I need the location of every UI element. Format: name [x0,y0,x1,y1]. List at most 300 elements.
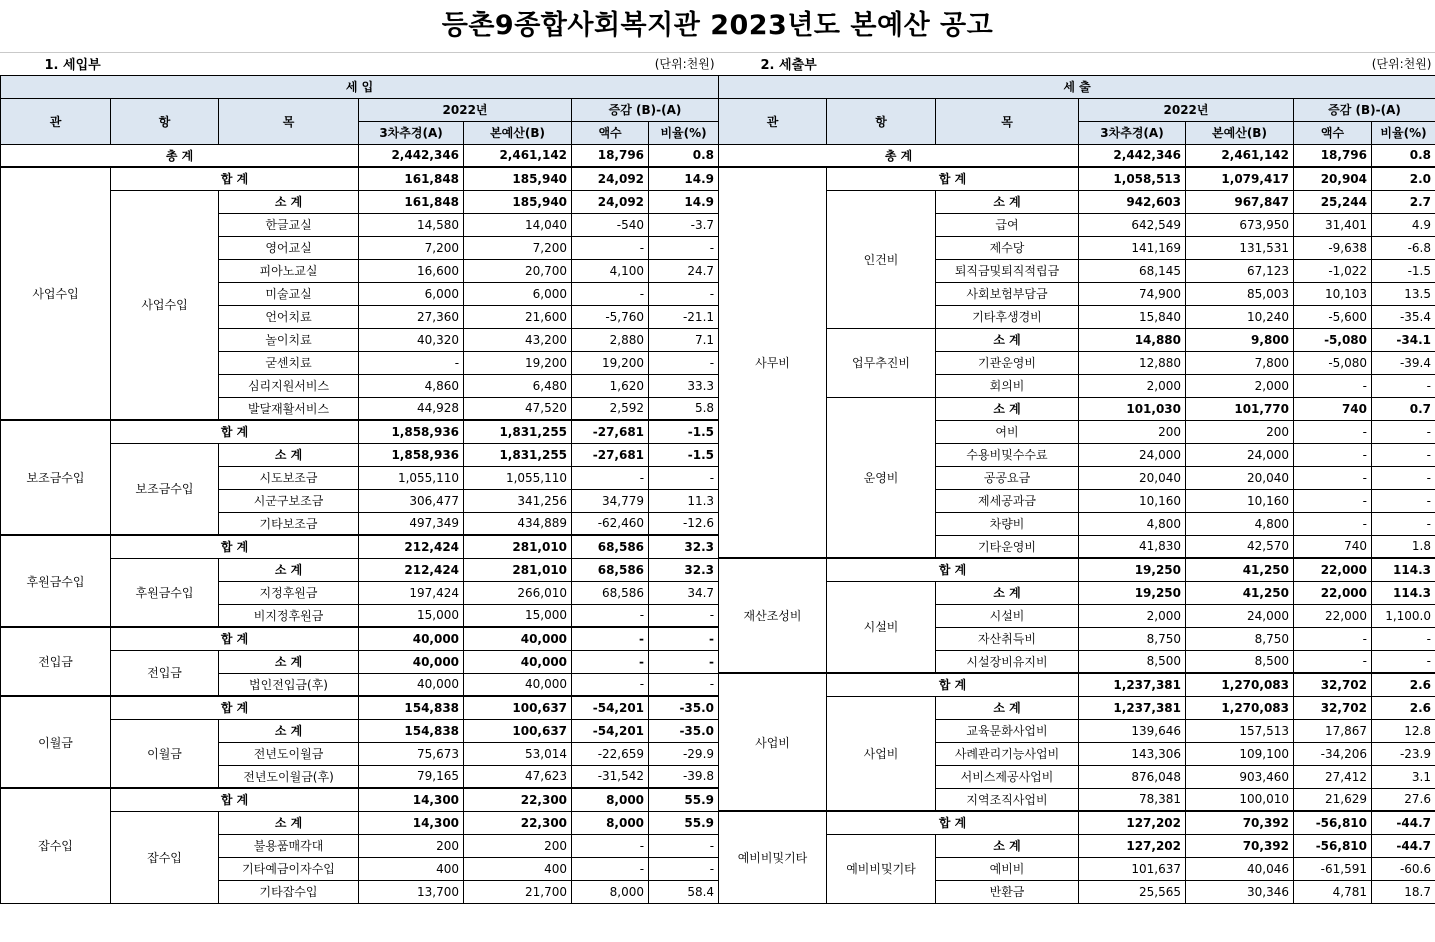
expense-row-so [719,581,1435,604]
income-value-diff: - [572,857,649,880]
expense-value-ratio: 2.0 [1372,167,1435,190]
expense-value-ratio: -60.6 [1372,857,1435,880]
expense-mok-label: 자산취득비 [936,627,1079,650]
expense-value-diff: - [1294,650,1372,673]
expense-value-diff: 4,781 [1294,880,1372,903]
income-mok-label: 피아노교실 [219,259,359,282]
expense-value-ratio: -6.8 [1372,236,1435,259]
expense-value-ratio: 114.3 [1372,581,1435,604]
expense-value-a: 642,549 [1079,213,1186,236]
expense-so-label: 소 계 [936,328,1079,351]
expense-value-diff: -5,080 [1294,328,1372,351]
expense-value-b: 200 [1186,420,1294,443]
income-value-b: 19,200 [464,351,572,374]
expense-value-b: 70,392 [1186,834,1294,857]
income-mok-label: 발달재활서비스 [219,397,359,420]
income-value-b: 1,831,255 [464,443,572,466]
expense-value-ratio: 13.5 [1372,282,1435,305]
expense-mok-label: 기타후생경비 [936,305,1079,328]
expense-value-ratio: -23.9 [1372,742,1435,765]
income-value-a: 14,300 [359,811,464,834]
expense-value-b: 7,800 [1186,351,1294,374]
income-value-diff: - [572,282,649,305]
income-value-ratio: 5.8 [649,397,719,420]
expense-row-so [719,397,1435,420]
expense-hap-label: 합 계 [827,558,1079,581]
page-title: 등촌9종합사회복지관 2023년도 본예산 공고 [0,0,1435,53]
income-mok-label: 기타보조금 [219,512,359,535]
income-value-a: 1,055,110 [359,466,464,489]
expense-section-title: 2. 세출부 [719,52,1079,75]
income-value-a: 16,600 [359,259,464,282]
income-so-label: 소 계 [219,443,359,466]
income-total-a: 2,442,346 [359,144,464,167]
income-gwan-cell: 잡수입 [1,788,111,903]
expense-value-diff: -34,206 [1294,742,1372,765]
income-value-a: 400 [359,857,464,880]
income-hang-cell: 이월금 [111,719,219,788]
income-value-ratio: -29.9 [649,742,719,765]
income-value-diff: -62,460 [572,512,649,535]
income-value-b: 1,831,255 [464,420,572,443]
income-value-diff: 68,586 [572,558,649,581]
expense-value-ratio: 2.6 [1372,673,1435,696]
expense-mok-label: 차량비 [936,512,1079,535]
expense-value-b: 8,750 [1186,627,1294,650]
expense-hang-cell: 예비비및기타 [827,834,936,903]
expense-mok-label: 시설비 [936,604,1079,627]
income-value-b: 22,300 [464,811,572,834]
expense-value-diff: - [1294,627,1372,650]
income-value-a: 14,300 [359,788,464,811]
expense-value-a: 10,160 [1079,489,1186,512]
expense-mok-label: 시설장비유지비 [936,650,1079,673]
income-value-a: 1,858,936 [359,443,464,466]
expense-value-diff: -56,810 [1294,811,1372,834]
expense-value-diff: -5,600 [1294,305,1372,328]
expense-mok-label: 기타운영비 [936,535,1079,558]
expense-value-diff: 31,401 [1294,213,1372,236]
income-value-ratio: - [649,857,719,880]
income-hap-label: 합 계 [111,420,359,443]
income-unit-label: (단위:천원) [572,52,719,75]
expense-value-ratio: 12.8 [1372,719,1435,742]
expense-value-diff: - [1294,374,1372,397]
expense-mok-label: 반환금 [936,880,1079,903]
income-mok-label: 기타잡수입 [219,880,359,903]
expense-value-a: 876,048 [1079,765,1186,788]
expense-value-diff: 32,702 [1294,696,1372,719]
income-value-diff: - [572,673,649,696]
income-value-ratio: - [649,834,719,857]
income-mok-label: 시도보조금 [219,466,359,489]
expense-value-a: 12,880 [1079,351,1186,374]
expense-value-a: 1,058,513 [1079,167,1186,190]
income-value-diff: - [572,604,649,627]
expense-value-a: 78,381 [1079,788,1186,811]
expense-value-b: 4,800 [1186,512,1294,535]
expense-value-a: 41,830 [1079,535,1186,558]
expense-hang-cell: 시설비 [827,581,936,673]
expense-value-b: 9,800 [1186,328,1294,351]
income-value-a: 212,424 [359,558,464,581]
income-total-b: 2,461,142 [464,144,572,167]
income-value-ratio: -3.7 [649,213,719,236]
income-value-ratio: - [649,627,719,650]
income-so-label: 소 계 [219,558,359,581]
expense-so-label: 소 계 [936,190,1079,213]
income-value-a: 161,848 [359,167,464,190]
expense-value-b: 70,392 [1186,811,1294,834]
expense-hang-cell: 운영비 [827,397,936,558]
income-hang-cell: 후원금수입 [111,558,219,627]
expense-mok-label: 수용비및수수료 [936,443,1079,466]
income-value-a: 40,000 [359,627,464,650]
income-value-b: 6,000 [464,282,572,305]
income-gwan-cell: 전입금 [1,627,111,696]
expense-col-a: 3차추경(A) [1079,121,1186,144]
income-hang-cell: 보조금수입 [111,443,219,535]
income-value-a: 14,580 [359,213,464,236]
income-value-ratio: - [649,650,719,673]
income-value-diff: - [572,834,649,857]
income-hap-label: 합 계 [111,627,359,650]
expense-value-b: 40,046 [1186,857,1294,880]
expense-value-a: 942,603 [1079,190,1186,213]
income-value-ratio: 34.7 [649,581,719,604]
expense-row-hap [719,811,1435,834]
expense-row-so [719,696,1435,719]
income-value-b: 47,520 [464,397,572,420]
expense-value-b: 41,250 [1186,558,1294,581]
expense-mok-label: 제수당 [936,236,1079,259]
expense-mok-label: 사례관리기능사업비 [936,742,1079,765]
expense-unit-label: (단위:천원) [1294,52,1435,75]
expense-value-a: 127,202 [1079,834,1186,857]
expense-gwan-cell: 사무비 [719,167,827,558]
income-value-ratio: -1.5 [649,443,719,466]
income-value-a: 75,673 [359,742,464,765]
income-mok-label: 전년도이월금(후) [219,765,359,788]
income-value-diff: 4,100 [572,259,649,282]
expense-mok-label: 교육문화사업비 [936,719,1079,742]
expense-hap-label: 합 계 [827,167,1079,190]
expense-hang-cell: 인건비 [827,190,936,328]
income-value-ratio: - [649,351,719,374]
income-value-b: 200 [464,834,572,857]
expense-value-b: 10,160 [1186,489,1294,512]
income-value-ratio: -35.0 [649,719,719,742]
expense-so-label: 소 계 [936,834,1079,857]
expense-value-diff: - [1294,420,1372,443]
income-value-b: 15,000 [464,604,572,627]
income-hap-label: 합 계 [111,788,359,811]
expense-value-ratio: - [1372,512,1435,535]
expense-value-a: 24,000 [1079,443,1186,466]
expense-col-mok: 목 [936,98,1079,144]
expense-group-header: 세 출 [719,75,1435,98]
income-gwan-cell: 보조금수입 [1,420,111,535]
expense-mok-label: 퇴직금및퇴직적립금 [936,259,1079,282]
expense-value-b: 20,040 [1186,466,1294,489]
income-value-diff: 2,880 [572,328,649,351]
income-value-b: 341,256 [464,489,572,512]
income-value-diff: -540 [572,213,649,236]
income-value-ratio: 58.4 [649,880,719,903]
income-value-ratio: -1.5 [649,420,719,443]
income-value-ratio: - [649,673,719,696]
income-value-a: 6,000 [359,282,464,305]
income-value-a: 4,860 [359,374,464,397]
income-value-b: 1,055,110 [464,466,572,489]
income-value-ratio: 55.9 [649,811,719,834]
income-col-amount: 액수 [572,121,649,144]
expense-value-ratio: 4.9 [1372,213,1435,236]
income-value-a: 40,320 [359,328,464,351]
income-value-diff: -27,681 [572,420,649,443]
income-hap-label: 합 계 [111,167,359,190]
expense-value-b: 10,240 [1186,305,1294,328]
expense-value-ratio: -44.7 [1372,834,1435,857]
expense-gwan-cell: 예비비및기타 [719,811,827,903]
income-value-ratio: 33.3 [649,374,719,397]
expense-value-ratio: 2.6 [1372,696,1435,719]
expense-value-a: 2,000 [1079,604,1186,627]
expense-value-b: 1,079,417 [1186,167,1294,190]
expense-value-ratio: 2.7 [1372,190,1435,213]
expense-value-b: 101,770 [1186,397,1294,420]
income-mok-label: 놀이치료 [219,328,359,351]
income-value-a: 154,838 [359,719,464,742]
expense-value-a: 14,880 [1079,328,1186,351]
expense-total-ratio: 0.8 [1372,144,1435,167]
income-value-a: 13,700 [359,880,464,903]
income-mok-label: 미술교실 [219,282,359,305]
income-value-a: 497,349 [359,512,464,535]
income-mok-label: 굳센치료 [219,351,359,374]
expense-value-b: 2,000 [1186,374,1294,397]
income-gwan-cell: 사업수입 [1,167,111,420]
expense-value-ratio: -39.4 [1372,351,1435,374]
income-mok-label: 한글교실 [219,213,359,236]
income-col-mok: 목 [219,98,359,144]
income-value-ratio: - [649,236,719,259]
expense-total-row [719,144,1435,167]
income-value-b: 100,637 [464,696,572,719]
expense-value-a: 143,306 [1079,742,1186,765]
expense-value-b: 30,346 [1186,880,1294,903]
income-value-b: 21,700 [464,880,572,903]
income-value-ratio: 14.9 [649,167,719,190]
expense-value-b: 109,100 [1186,742,1294,765]
income-value-b: 53,014 [464,742,572,765]
expense-value-diff: -56,810 [1294,834,1372,857]
income-table [0,52,719,904]
expense-value-ratio: - [1372,420,1435,443]
income-row-hap [1,788,719,811]
expense-value-b: 100,010 [1186,788,1294,811]
income-value-a: 40,000 [359,673,464,696]
income-so-label: 소 계 [219,719,359,742]
expense-value-a: 127,202 [1079,811,1186,834]
expense-value-ratio: 3.1 [1372,765,1435,788]
expense-value-ratio: -35.4 [1372,305,1435,328]
expense-value-diff: - [1294,489,1372,512]
expense-gwan-cell: 재산조성비 [719,558,827,673]
income-mok-label: 불용품매각대 [219,834,359,857]
expense-hang-cell: 업무추진비 [827,328,936,397]
expense-mok-label: 예비비 [936,857,1079,880]
expense-value-ratio: 18.7 [1372,880,1435,903]
income-hap-label: 합 계 [111,535,359,558]
expense-value-diff: -9,638 [1294,236,1372,259]
income-row-hap [1,627,719,650]
expense-col-hang: 항 [827,98,936,144]
expense-hap-label: 합 계 [827,811,1079,834]
expense-value-a: 4,800 [1079,512,1186,535]
income-value-b: 185,940 [464,190,572,213]
income-value-ratio: - [649,604,719,627]
expense-total-b: 2,461,142 [1186,144,1294,167]
expense-value-diff: -61,591 [1294,857,1372,880]
expense-value-b: 42,570 [1186,535,1294,558]
expense-value-diff: 22,000 [1294,604,1372,627]
expense-value-diff: - [1294,466,1372,489]
income-total-label: 총 계 [1,144,359,167]
expense-value-b: 673,950 [1186,213,1294,236]
income-value-b: 47,623 [464,765,572,788]
income-value-diff: 8,000 [572,880,649,903]
expense-mok-label: 여비 [936,420,1079,443]
income-col-a: 3차추경(A) [359,121,464,144]
income-row-hap [1,696,719,719]
income-so-label: 소 계 [219,190,359,213]
expense-value-diff: 20,904 [1294,167,1372,190]
income-value-diff: -54,201 [572,719,649,742]
income-value-diff: 24,092 [572,167,649,190]
expense-value-ratio: - [1372,374,1435,397]
expense-value-ratio: - [1372,466,1435,489]
expense-mok-label: 사회보험부담금 [936,282,1079,305]
income-value-diff: 8,000 [572,811,649,834]
expense-value-b: 967,847 [1186,190,1294,213]
income-gwan-cell: 이월금 [1,696,111,788]
income-value-ratio: -39.8 [649,765,719,788]
income-col-ratio: 비율(%) [649,121,719,144]
income-group-header: 세 입 [1,75,719,98]
expense-mok-label: 공공요금 [936,466,1079,489]
expense-col-b: 본예산(B) [1186,121,1294,144]
expense-value-diff: 22,000 [1294,558,1372,581]
expense-value-ratio: - [1372,627,1435,650]
income-col-gwan: 관 [1,98,111,144]
expense-value-a: 139,646 [1079,719,1186,742]
expense-value-b: 41,250 [1186,581,1294,604]
income-value-a: 1,858,936 [359,420,464,443]
income-value-a: 79,165 [359,765,464,788]
income-value-a: 212,424 [359,535,464,558]
income-hang-cell: 사업수입 [111,190,219,420]
income-value-b: 100,637 [464,719,572,742]
expense-row-hap [719,673,1435,696]
expense-value-diff: - [1294,512,1372,535]
income-value-ratio: 11.3 [649,489,719,512]
income-value-a: 27,360 [359,305,464,328]
income-value-b: 266,010 [464,581,572,604]
income-value-diff: -27,681 [572,443,649,466]
expense-value-diff: 17,867 [1294,719,1372,742]
income-value-a: 15,000 [359,604,464,627]
expense-value-diff: 21,629 [1294,788,1372,811]
expense-mok-label: 회의비 [936,374,1079,397]
income-value-diff: 34,779 [572,489,649,512]
income-total-diff: 18,796 [572,144,649,167]
income-value-diff: 19,200 [572,351,649,374]
income-value-b: 21,600 [464,305,572,328]
expense-value-ratio: -44.7 [1372,811,1435,834]
expense-value-a: 141,169 [1079,236,1186,259]
income-value-diff: -5,760 [572,305,649,328]
income-total-row [1,144,719,167]
income-value-a: 161,848 [359,190,464,213]
expense-value-diff: 740 [1294,397,1372,420]
expense-row-hap [719,558,1435,581]
expense-value-a: 68,145 [1079,259,1186,282]
expense-value-b: 67,123 [1186,259,1294,282]
income-mok-label: 법인전입금(후) [219,673,359,696]
income-hang-cell: 전입금 [111,650,219,696]
expense-value-ratio: -34.1 [1372,328,1435,351]
expense-table [718,52,1435,904]
expense-row-so [719,328,1435,351]
expense-value-b: 903,460 [1186,765,1294,788]
expense-mok-label: 급여 [936,213,1079,236]
income-value-diff: - [572,466,649,489]
expense-so-label: 소 계 [936,696,1079,719]
expense-row-hap [719,167,1435,190]
expense-total-diff: 18,796 [1294,144,1372,167]
expense-col-year: 2022년 [1079,98,1294,121]
income-mok-label: 시군구보조금 [219,489,359,512]
income-col-hang: 항 [111,98,219,144]
income-col-b: 본예산(B) [464,121,572,144]
expense-value-b: 131,531 [1186,236,1294,259]
income-value-b: 281,010 [464,558,572,581]
income-row-hap [1,420,719,443]
expense-value-a: 2,000 [1079,374,1186,397]
income-value-a: 40,000 [359,650,464,673]
expense-value-diff: -1,022 [1294,259,1372,282]
income-value-ratio: -12.6 [649,512,719,535]
expense-total-label: 총 계 [719,144,1079,167]
income-value-b: 40,000 [464,673,572,696]
income-col-change: 증감 (B)-(A) [572,98,719,121]
income-value-ratio: 55.9 [649,788,719,811]
expense-value-ratio: - [1372,650,1435,673]
income-value-a: 44,928 [359,397,464,420]
expense-value-diff: 740 [1294,535,1372,558]
expense-so-label: 소 계 [936,581,1079,604]
income-value-ratio: - [649,466,719,489]
expense-value-diff: -5,080 [1294,351,1372,374]
income-hap-label: 합 계 [111,696,359,719]
income-value-diff: -31,542 [572,765,649,788]
income-value-b: 22,300 [464,788,572,811]
income-row-hap [1,535,719,558]
income-col-year: 2022년 [359,98,572,121]
income-mok-label: 지정후원금 [219,581,359,604]
income-value-a: 200 [359,834,464,857]
